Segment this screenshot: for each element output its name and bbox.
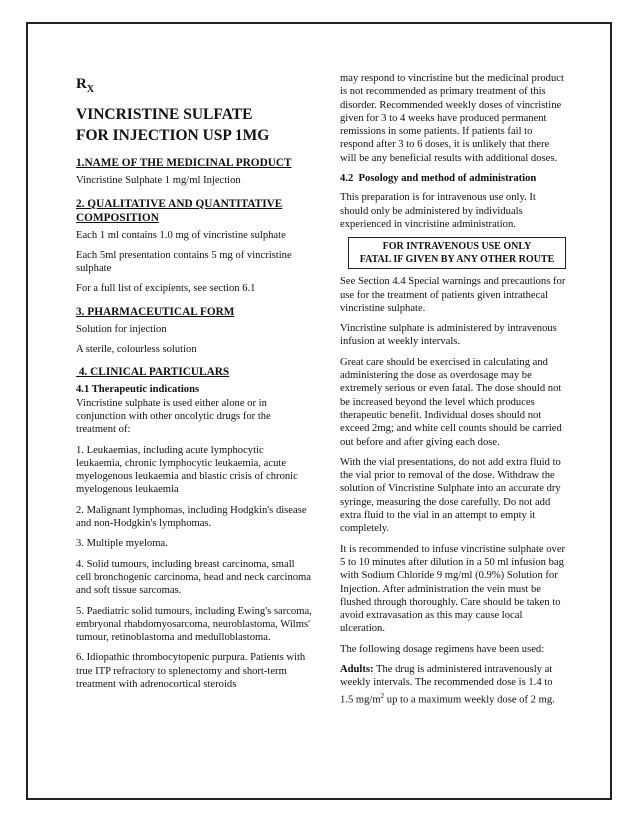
adults-text-a: The drug is administered intravenously at weekly intervals. The recommended dose is 1.4 to 1.5 mg/m [340, 663, 553, 706]
title-line-1: VINCRISTINE SULFATE [76, 106, 253, 124]
section-4-1-intro: Vincristine sulphate is used either alone or in conjunction with other oncolytic drugs for the treatment of: [76, 397, 271, 436]
indication-item: 3. Multiple myeloma. [76, 538, 168, 550]
posology-paragraph: The following dosage regimens have been used: [340, 643, 545, 655]
section-3-heading: 3. PHARMACEUTICAL FORM [76, 305, 235, 318]
section-2-paragraph: Each 1 ml contains 1.0 mg of vincristine sulphate [76, 229, 286, 241]
adults-text-b: up to a maximum weekly dose of 2 mg. [384, 694, 555, 706]
posology-paragraph: Great care should be exercised in calculating and administering the dose as overdosage may be extremely serious or even fatal. The dose should not be increased beyond the level which produces therapeutic benefit. Individual doses should not exceed 2mg; and white cell counts should be carried out before and after giving each dose. [340, 356, 562, 448]
section-4-1-heading: 4.1 Therapeutic indications [76, 384, 200, 396]
section-4-heading: 4. CLINICAL PARTICULARS [76, 366, 230, 379]
indication-item: 2. Malignant lymphomas, including Hodgkin's disease and non-Hodgkin's lymphomas. [76, 504, 307, 530]
adults-dosage [340, 663, 566, 706]
indication-item: 5. Paediatric solid tumours, including Ewing's sarcoma, embryonal rhabdomyosarcoma, neuroblastoma, Wilms' tumour, retinoblastoma and medulloblastoma. [76, 605, 312, 644]
document-title [76, 104, 312, 146]
posology-paragraph: With the vial presentations, do not add extra fluid to the vial prior to removal of the dose. Withdraw the solution of Vincristine Sulphate into an accurate dry syringe, measuring the dose carefully. Do not add extra fluid to the vial in an attempt to empty it completely. [340, 456, 561, 535]
section-2-paragraph: For a full list of excipients, see section 6.1 [76, 283, 256, 295]
posology-paragraph: Vincristine sulphate is administered by intravenous infusion at weekly intervals. [340, 323, 557, 348]
right-column [340, 72, 566, 706]
left-column [76, 72, 312, 691]
posology-paragraph: This preparation is for intravenous use only. It should only be administered by individuals experienced in vincristine administration. [340, 192, 536, 230]
adults-superscript: 2 [380, 691, 385, 700]
posology-paragraph: See Section 4.4 Special warnings and precautions for use for the treatment of patients given intrathecal vincristine sulphate. [340, 276, 566, 314]
indication-item: 1. Leukaemias, including acute lymphocytic leukaemia, chronic lymphocytic leukaemia, acute myelogenous leukaemia and blastic crisis of chronic myelogenous leukaemia [76, 444, 298, 496]
section-3-paragraph: A sterile, colourless solution [76, 344, 197, 356]
rx-symbol: $R_X$ [76, 76, 95, 95]
section-1-heading: 1.NAME OF THE MEDICINAL PRODUCT [76, 157, 292, 170]
warning-line-2: FATAL IF GIVEN BY ANY OTHER ROUTE [359, 253, 555, 265]
title-line-2: FOR INJECTION USP 1MG [76, 127, 270, 145]
section-2-heading: 2. QUALITATIVE AND QUANTITATIVE COMPOSITION [76, 197, 283, 224]
section-1-text: Vincristine Sulphate 1 mg/ml Injection [76, 175, 241, 187]
continued-paragraph: may respond to vincristine but the medicinal product is not recommended as primary treatment of this disorder. Recommended weekly doses of vincristine given for 3 to 4 weeks have produced permanent remissions in some patients. If patients fail to respond after 3 to 6 doses, it is unlikely that there will be any beneficial results with additional doses. [340, 73, 564, 164]
warning-line-1: FOR INTRAVENOUS USE ONLY [382, 241, 532, 253]
adults-label: Adults: [340, 663, 374, 675]
section-3-paragraph: Solution for injection [76, 323, 167, 335]
posology-paragraph: It is recommended to infuse vincristine sulphate over 5 to 10 minutes after dilution in a 50 ml infusion bag with Sodium Chloride 9 mg/ml (0.9%) Solution for Injection. After administration the vein must be flushed through thoroughly. Care should be taken to avoid extravasation as this may cause local ulceration. [340, 543, 566, 635]
route-warning-box [348, 237, 566, 269]
section-4-2-heading: 4.2 Posology and method of administration [340, 173, 537, 185]
indication-item: 4. Solid tumours, including breast carcinoma, small cell bronchogenic carcinoma, head and neck carcinoma and soft tissue sarcomas. [76, 558, 312, 597]
indication-item: 6. Idiopathic thrombocytopenic purpura. Patients with true ITP refractory to splenectomy and short-term treatment with adrenocortical steroids [76, 652, 306, 691]
section-2-paragraph: Each 5ml presentation contains 5 mg of vincristine sulphate [76, 249, 292, 275]
